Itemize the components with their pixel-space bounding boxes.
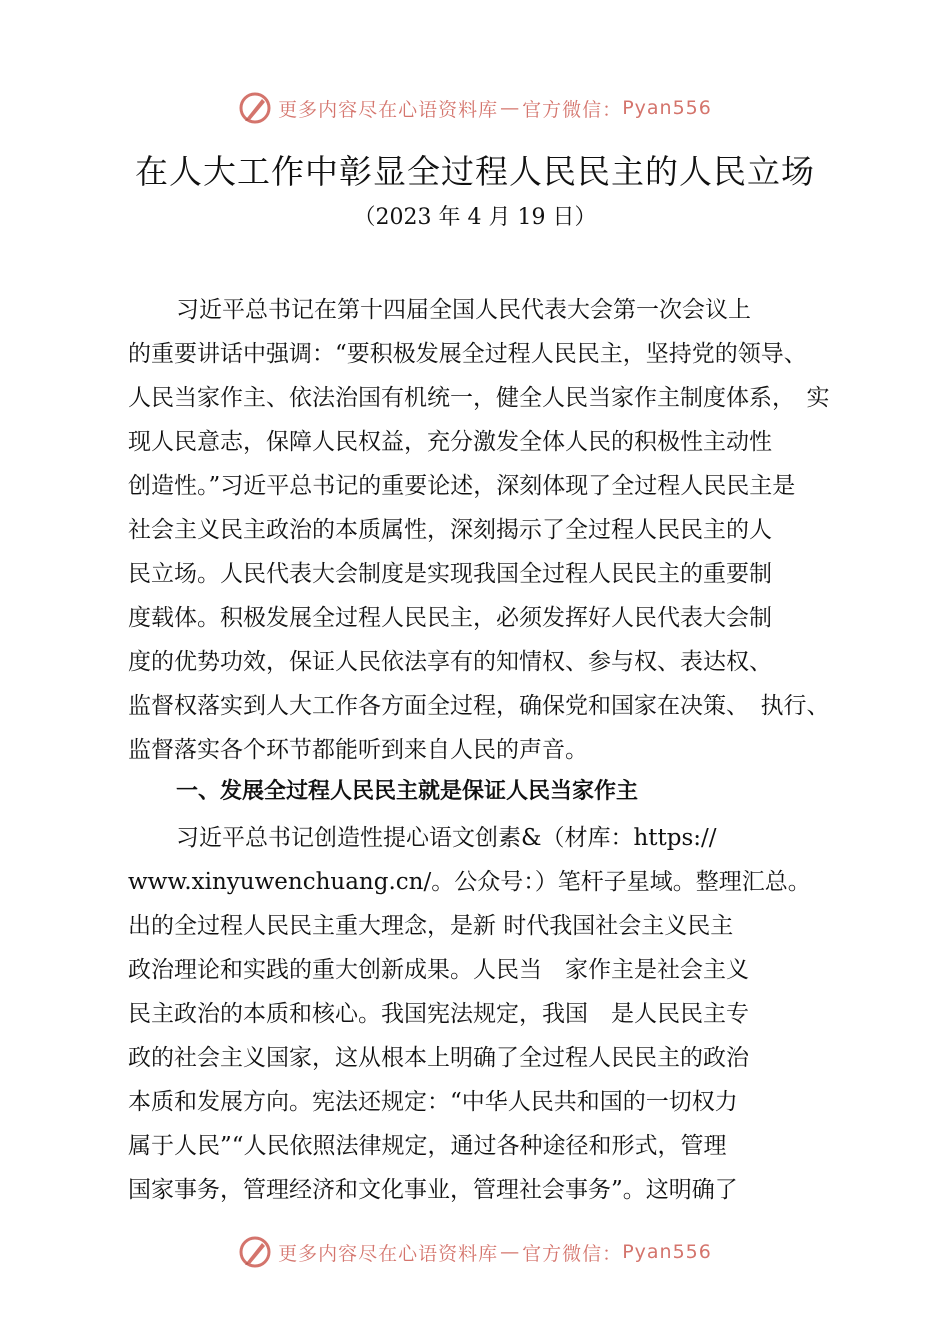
watermark-label: 官方微信： <box>522 1242 623 1265</box>
paragraph-line: 社会主义民主政治的本质属性，深刻揭示了全过程人民民主的人 <box>128 517 772 543</box>
paragraph-line: 监督权落实到人大工作各方面全过程，确保党和国家在决策、 执行、 <box>128 693 830 719</box>
paragraph-line: 监督落实各个环节都能听到来自人民的声音。 <box>128 737 588 763</box>
watermark-separator: — <box>500 97 521 119</box>
paragraph-line: 习近平总书记创造性提心语文创素&（材库：https:// <box>176 825 717 851</box>
paragraph-line: 本质和发展方向。宪法还规定：“中华人民共和国的一切权力 <box>128 1089 738 1115</box>
paragraph-line: www.xinyuwenchuang.cn/。公众号：）笔杆子星域。整理汇总。 <box>128 869 811 895</box>
paragraph-line: 的重要讲话中强调：“要积极发展全过程人民民主，坚持党的领导、 <box>128 341 807 367</box>
watermark-header <box>0 88 950 128</box>
paragraph-line: 国家事务，管理经济和文化事业，管理社会事务”。这明确了 <box>128 1177 738 1203</box>
document-title: 在人大工作中彰显全过程人民民主的人民立场 <box>135 152 815 191</box>
watermark-separator: — <box>500 1241 521 1263</box>
paragraph-line: 政治理论和实践的重大创新成果。人民当 家作主是社会主义 <box>128 957 749 983</box>
paragraph-line: 民立场。人民代表大会制度是实现我国全过程人民民主的重要制 <box>128 561 772 587</box>
paragraph-line: 创造性。”习近平总书记的重要论述，深刻体现了全过程人民民主是 <box>128 473 796 499</box>
paragraph-1 <box>128 288 828 772</box>
watermark-label: 官方微信： <box>522 98 623 121</box>
section-heading-1: 一、发展全过程人民民主就是保证人民当家作主 <box>176 779 639 804</box>
paragraph-line: 度载体。积极发展全过程人民民主，必须发挥好人民代表大会制 <box>128 605 772 631</box>
paragraph-line: 现人民意志，保障人民权益，充分激发全体人民的积极性主动性 <box>128 429 772 455</box>
paragraph-line: 民主政治的本质和核心。我国宪法规定，我国 是人民民主专 <box>128 1001 749 1027</box>
watermark-id: Pyan556 <box>622 1241 712 1263</box>
watermark-text: 更多内容尽在心语资料库 <box>278 98 499 121</box>
watermark-footer <box>0 1232 950 1272</box>
paragraph-line: 政的社会主义国家，这从根本上明确了全过程人民民主的政治 <box>128 1045 749 1071</box>
pen-logo-icon <box>238 91 272 125</box>
watermark-text: 更多内容尽在心语资料库 <box>278 1242 499 1265</box>
paragraph-line: 习近平总书记在第十四届全国人民代表大会第一次会议上 <box>176 297 751 323</box>
paragraph-2 <box>128 816 828 1212</box>
watermark-id: Pyan556 <box>622 97 712 119</box>
paragraph-line: 度的优势功效，保证人民依法享有的知情权、参与权、表达权、 <box>128 649 772 675</box>
pen-logo-icon <box>238 1235 272 1269</box>
paragraph-line: 出的全过程人民民主重大理念，是新 时代我国社会主义民主 <box>128 913 734 939</box>
document-date: （2023 年 4 月 19 日） <box>353 205 597 230</box>
paragraph-line: 人民当家作主、依法治国有机统一，健全人民当家作主制度体系， 实 <box>128 385 830 411</box>
paragraph-line: 属于人民”“人民依照法律规定，通过各种途径和形式，管理 <box>128 1133 727 1159</box>
